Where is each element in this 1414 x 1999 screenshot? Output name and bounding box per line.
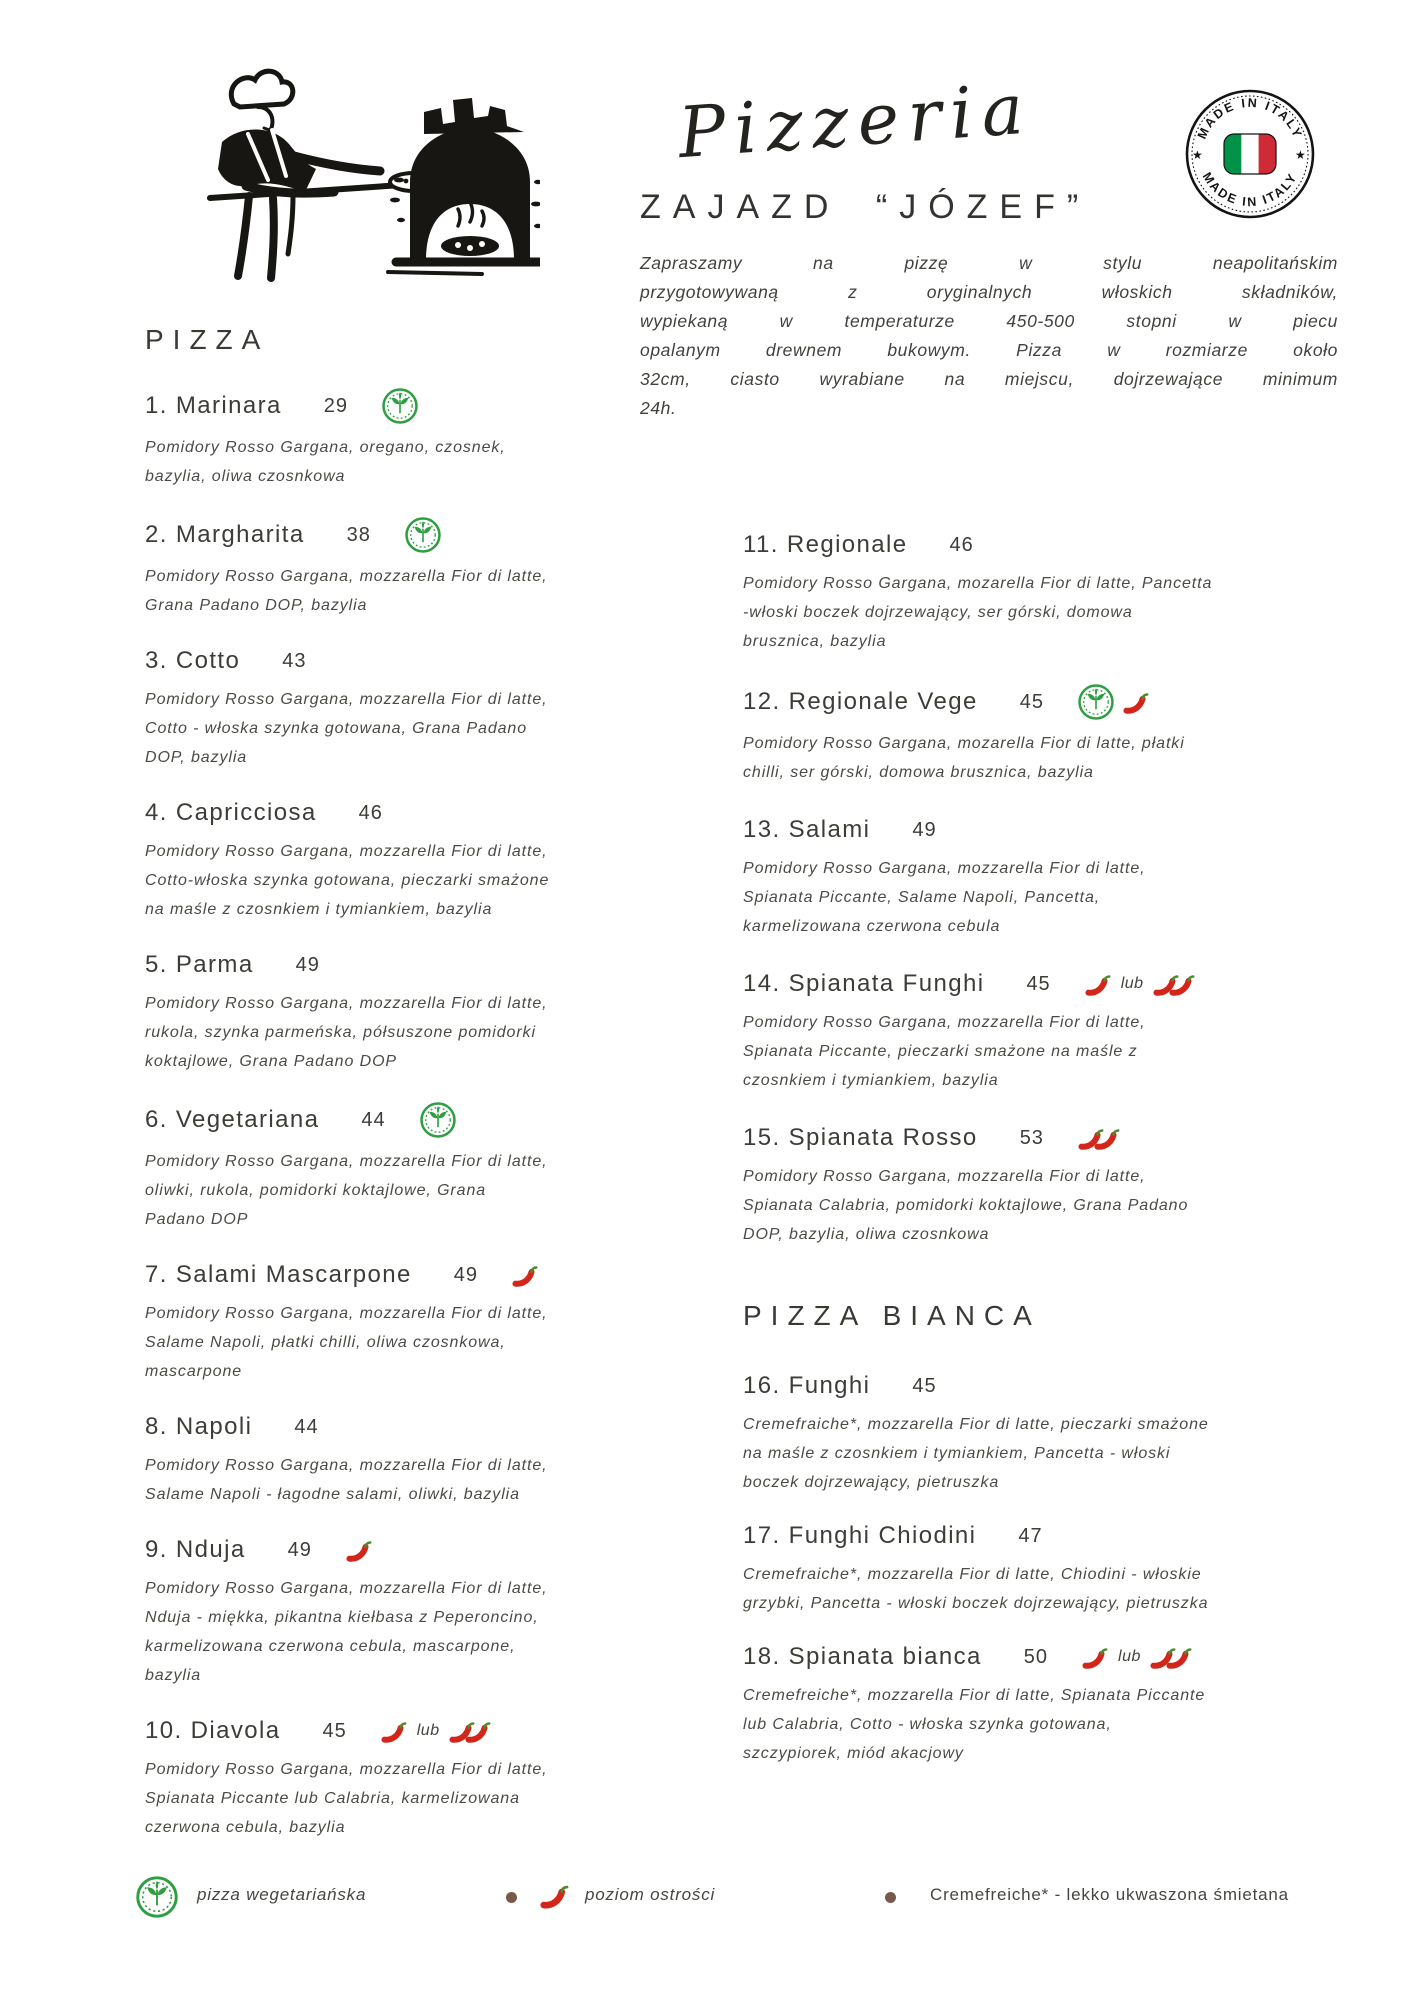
- item-name: 9. Nduja: [145, 1536, 246, 1563]
- vegetarian-icon: [405, 517, 441, 553]
- legend-bullet: [506, 1892, 517, 1903]
- legend-vegetarian-label: pizza wegetariańska: [197, 1885, 367, 1904]
- item-name: 15. Spianata Rosso: [743, 1124, 978, 1151]
- stamp-text-top: MADE IN ITALY: [1194, 95, 1306, 142]
- item-description: Pomidory Rosso Gargana, mozzarella Fior di latte, Spianata Piccante lub Calabria, karmelizowana czerwona cebula, bazylia: [145, 1761, 548, 1836]
- item-price: 46: [358, 802, 383, 824]
- badge-or-label: lub: [1120, 975, 1144, 992]
- item-description: Pomidory Rosso Gargana, mozarella Fior di latte, płatki chilli, ser górski, domowa brusznica, bazylia: [743, 735, 1185, 781]
- menu-item: [145, 1716, 550, 1842]
- menu-column-left: [145, 323, 550, 1868]
- menu-item-head: [743, 1123, 1213, 1153]
- bianca-items: [743, 1371, 1213, 1768]
- pizza-items: [145, 388, 550, 1842]
- item-description: Pomidory Rosso Gargana, mozzarella Fior di latte, Spianata Calabria, pomidorki koktajlowe, Grana Padano DOP, bazylia, oliwa czosnkowa: [743, 1168, 1189, 1243]
- italy-flag-icon: [1224, 134, 1276, 174]
- menu-item-head: [743, 815, 1213, 845]
- script-logo: Pizzeria: [675, 67, 1035, 175]
- menu-item-head: [743, 969, 1213, 999]
- menu-item: [145, 798, 550, 924]
- item-badges: [1082, 1642, 1193, 1672]
- menu-item: [743, 815, 1213, 941]
- item-price: 45: [1026, 973, 1051, 995]
- item-name: 8. Napoli: [145, 1413, 253, 1440]
- section-heading-pizza-bianca: PIZZA BIANCA: [743, 1300, 1041, 1331]
- item-price: 44: [361, 1109, 386, 1131]
- chef-oven-illustration: [152, 64, 540, 300]
- item-description: Pomidory Rosso Gargana, mozzarella Fior di latte, rukola, szynka parmeńska, półsuszone pomidorki koktajlowe, Grana Padano DOP: [145, 995, 548, 1070]
- item-description: Pomidory Rosso Gargana, mozzarella Fior di latte, Grana Padano DOP, bazylia: [145, 568, 548, 614]
- item-name: 6. Vegetariana: [145, 1106, 320, 1133]
- item-description: Cremefraiche*, mozzarella Fior di latte, pieczarki smażone na maśle z czosnkiem i tymiankiem, Pancetta - włoski boczek dojrzewający, pietruszka: [743, 1416, 1209, 1491]
- chili-icon: [512, 1264, 539, 1287]
- item-description: Pomidory Rosso Gargana, mozzarella Fior di latte, oliwki, rukola, pomidorki koktajlowe, Grana Padano DOP: [145, 1153, 548, 1228]
- item-name: 16. Funghi: [743, 1372, 871, 1399]
- item-price: 47: [1018, 1525, 1043, 1547]
- chili-double-icon: [449, 1720, 492, 1743]
- menu-item-head: [145, 646, 550, 676]
- menu-item: [743, 684, 1213, 787]
- item-name: 18. Spianata bianca: [743, 1643, 982, 1670]
- intro-line: Zapraszamy na pizzę w stylu neapolitańskim: [640, 253, 1338, 273]
- item-description: Cremefraiche*, mozzarella Fior di latte, Chiodini - włoskie grzybki, Pancetta - włoski boczek dojrzewający, pietruszka: [743, 1566, 1209, 1612]
- menu-item: [145, 950, 550, 1076]
- item-badges: [382, 388, 418, 424]
- menu-item: [145, 1535, 550, 1690]
- menu-item-head: [145, 1412, 550, 1442]
- item-name: 17. Funghi Chiodini: [743, 1522, 977, 1549]
- chili-double-icon: [1078, 1127, 1121, 1150]
- item-price: 49: [295, 954, 320, 976]
- menu-item-head: [145, 1102, 550, 1138]
- intro-line: 24h.: [640, 398, 677, 418]
- menu-item-head: [145, 1260, 550, 1290]
- item-price: 45: [322, 1720, 347, 1742]
- item-price: 43: [282, 650, 307, 672]
- menu-item: [743, 1521, 1213, 1618]
- intro-line: 32cm, ciasto wyrabiane na miejscu, dojrzewające minimum: [640, 369, 1338, 389]
- item-name: 3. Cotto: [145, 647, 241, 674]
- menu-item-head: [145, 1535, 550, 1565]
- item-name: 4. Capricciosa: [145, 799, 317, 826]
- vegetarian-icon: [136, 1876, 178, 1918]
- item-price: 45: [912, 1375, 937, 1397]
- item-price: 38: [346, 524, 371, 546]
- item-description: Pomidory Rosso Gargana, mozzarella Fior di latte, Spianata Piccante, Salame Napoli, Pancetta, karmelizowana czerwona cebula: [743, 860, 1146, 935]
- menu-item-head: [145, 388, 550, 424]
- item-price: 53: [1019, 1127, 1044, 1149]
- item-description: Pomidory Rosso Gargana, oregano, czosnek, bazylia, oliwa czosnkowa: [145, 439, 506, 485]
- item-description: Pomidory Rosso Gargana, mozzarella Fior di latte, Cotto - włoska szynka gotowana, Grana Padano DOP, bazylia: [145, 691, 548, 766]
- menu-item: [145, 646, 550, 772]
- item-price: 49: [912, 819, 937, 841]
- section-heading-pizza: PIZZA: [145, 324, 270, 355]
- legend-bullet: [885, 1892, 896, 1903]
- intro-paragraph: [640, 249, 1338, 423]
- item-badges: [1078, 1127, 1121, 1150]
- item-description: Cremefreiche*, mozzarella Fior di latte, Spianata Piccante lub Calabria, Cotto - włoska szynka gotowana, szczypiorek, miód akacjowy: [743, 1687, 1206, 1762]
- menu-item: [743, 1123, 1213, 1249]
- item-name: 12. Regionale Vege: [743, 688, 978, 715]
- item-name: 2. Margharita: [145, 521, 305, 548]
- item-badges: [420, 1102, 456, 1138]
- item-price: 49: [453, 1264, 479, 1286]
- item-description: Pomidory Rosso Gargana, mozarella Fior di latte, Pancetta -włoski boczek dojrzewający, ser górski, domowa brusznica, bazylia: [743, 575, 1213, 650]
- item-badges: [1078, 684, 1150, 720]
- chili-icon: [346, 1539, 373, 1562]
- badge-or-label: lub: [1118, 1648, 1141, 1665]
- menu-item-head: [743, 1371, 1213, 1401]
- item-description: Pomidory Rosso Gargana, mozzarella Fior di latte, Nduja - miękka, pikantna kiełbasa z Peperoncino, karmelizowana czerwona cebula, mascarpone, bazylia: [145, 1580, 548, 1684]
- menu-item: [145, 388, 550, 491]
- intro-line: opalanym drewnem bukowym. Pizza w rozmiarze około: [640, 340, 1338, 360]
- item-description: Pomidory Rosso Gargana, mozzarella Fior di latte, Salame Napoli - łagodne salami, oliwki, bazylia: [145, 1457, 548, 1503]
- vegetarian-icon: [382, 388, 418, 424]
- chili-icon: [540, 1883, 570, 1909]
- menu-item: [145, 1260, 550, 1386]
- item-name: 13. Salami: [743, 816, 871, 843]
- menu-item: [743, 1371, 1213, 1497]
- item-badges: [405, 517, 441, 553]
- item-description: Pomidory Rosso Gargana, mozzarella Fior di latte, Cotto-włoska szynka gotowana, pieczarki smażone na maśle z czosnkiem i tymiankiem, bazylia: [145, 843, 550, 918]
- chili-icon: [1123, 691, 1150, 714]
- item-name: 1. Marinara: [145, 392, 282, 419]
- intro-line: przygotowywaną z oryginalnych włoskich składników,: [640, 282, 1338, 302]
- menu-item-head: [743, 530, 1213, 560]
- item-price: 45: [1019, 691, 1044, 713]
- stamp-star-left: ★: [1192, 148, 1203, 162]
- item-name: 11. Regionale: [743, 531, 908, 558]
- menu-item: [743, 1642, 1213, 1768]
- legend-spice-label: poziom ostrości: [585, 1885, 716, 1904]
- made-in-italy-stamp: [1184, 88, 1316, 220]
- item-description: Pomidory Rosso Gargana, mozzarella Fior di latte, Spianata Piccante, pieczarki smażone na maśle z czosnkiem i tymiankiem, bazylia: [743, 1014, 1146, 1089]
- item-price: 44: [294, 1416, 319, 1438]
- menu-item-head: [145, 1716, 550, 1746]
- menu-item-head: [743, 1521, 1213, 1551]
- item-badges: [346, 1539, 373, 1562]
- intro-line: wypiekaną w temperaturze 450-500 stopni w piecu: [640, 311, 1338, 331]
- menu-item: [743, 530, 1213, 656]
- vegetarian-icon: [420, 1102, 456, 1138]
- menu-item-head: [743, 1642, 1213, 1672]
- legend-cream-note: Cremefreiche* - lekko ukwaszona śmietana: [930, 1885, 1289, 1904]
- svg-text:MADE IN ITALY: [1200, 170, 1301, 209]
- item-price: 49: [287, 1539, 312, 1561]
- chili-double-icon: [1153, 973, 1196, 996]
- page-title: ZAJAZD “JÓZEF”: [640, 188, 1091, 226]
- menu-item-head: [145, 798, 550, 828]
- item-price: 46: [949, 534, 974, 556]
- item-badges: [381, 1716, 492, 1746]
- menu-item-head: [145, 950, 550, 980]
- chili-icon: [381, 1720, 408, 1743]
- item-name: 7. Salami Mascarpone: [145, 1261, 412, 1288]
- item-description: Pomidory Rosso Gargana, mozzarella Fior di latte, Salame Napoli, płatki chilli, oliwa czosnkowa, mascarpone: [145, 1305, 548, 1380]
- menu-column-right: [743, 530, 1213, 1792]
- menu-item-head: [743, 684, 1213, 720]
- menu-item: [145, 1412, 550, 1509]
- menu-item: [145, 1102, 550, 1234]
- pizza-right-items: [743, 530, 1213, 1249]
- item-badges: [1085, 969, 1196, 999]
- menu-item: [743, 969, 1213, 1095]
- chili-icon: [1082, 1646, 1109, 1669]
- item-price: 29: [323, 395, 349, 417]
- item-price: 50: [1023, 1646, 1049, 1668]
- item-name: 14. Spianata Funghi: [743, 970, 985, 997]
- menu-item: [145, 517, 550, 620]
- vegetarian-icon: [1078, 684, 1114, 720]
- item-name: 10. Diavola: [145, 1717, 281, 1744]
- stamp-star-right: ★: [1295, 148, 1306, 162]
- chili-icon: [1085, 973, 1112, 996]
- badge-or-label: lub: [416, 1722, 440, 1739]
- item-badges: [512, 1264, 539, 1287]
- item-name: 5. Parma: [145, 951, 254, 978]
- chili-double-icon: [1150, 1646, 1193, 1669]
- legend: [0, 1876, 1414, 1946]
- menu-item-head: [145, 517, 550, 553]
- stamp-text-bottom: MADE IN ITALY: [1199, 169, 1301, 210]
